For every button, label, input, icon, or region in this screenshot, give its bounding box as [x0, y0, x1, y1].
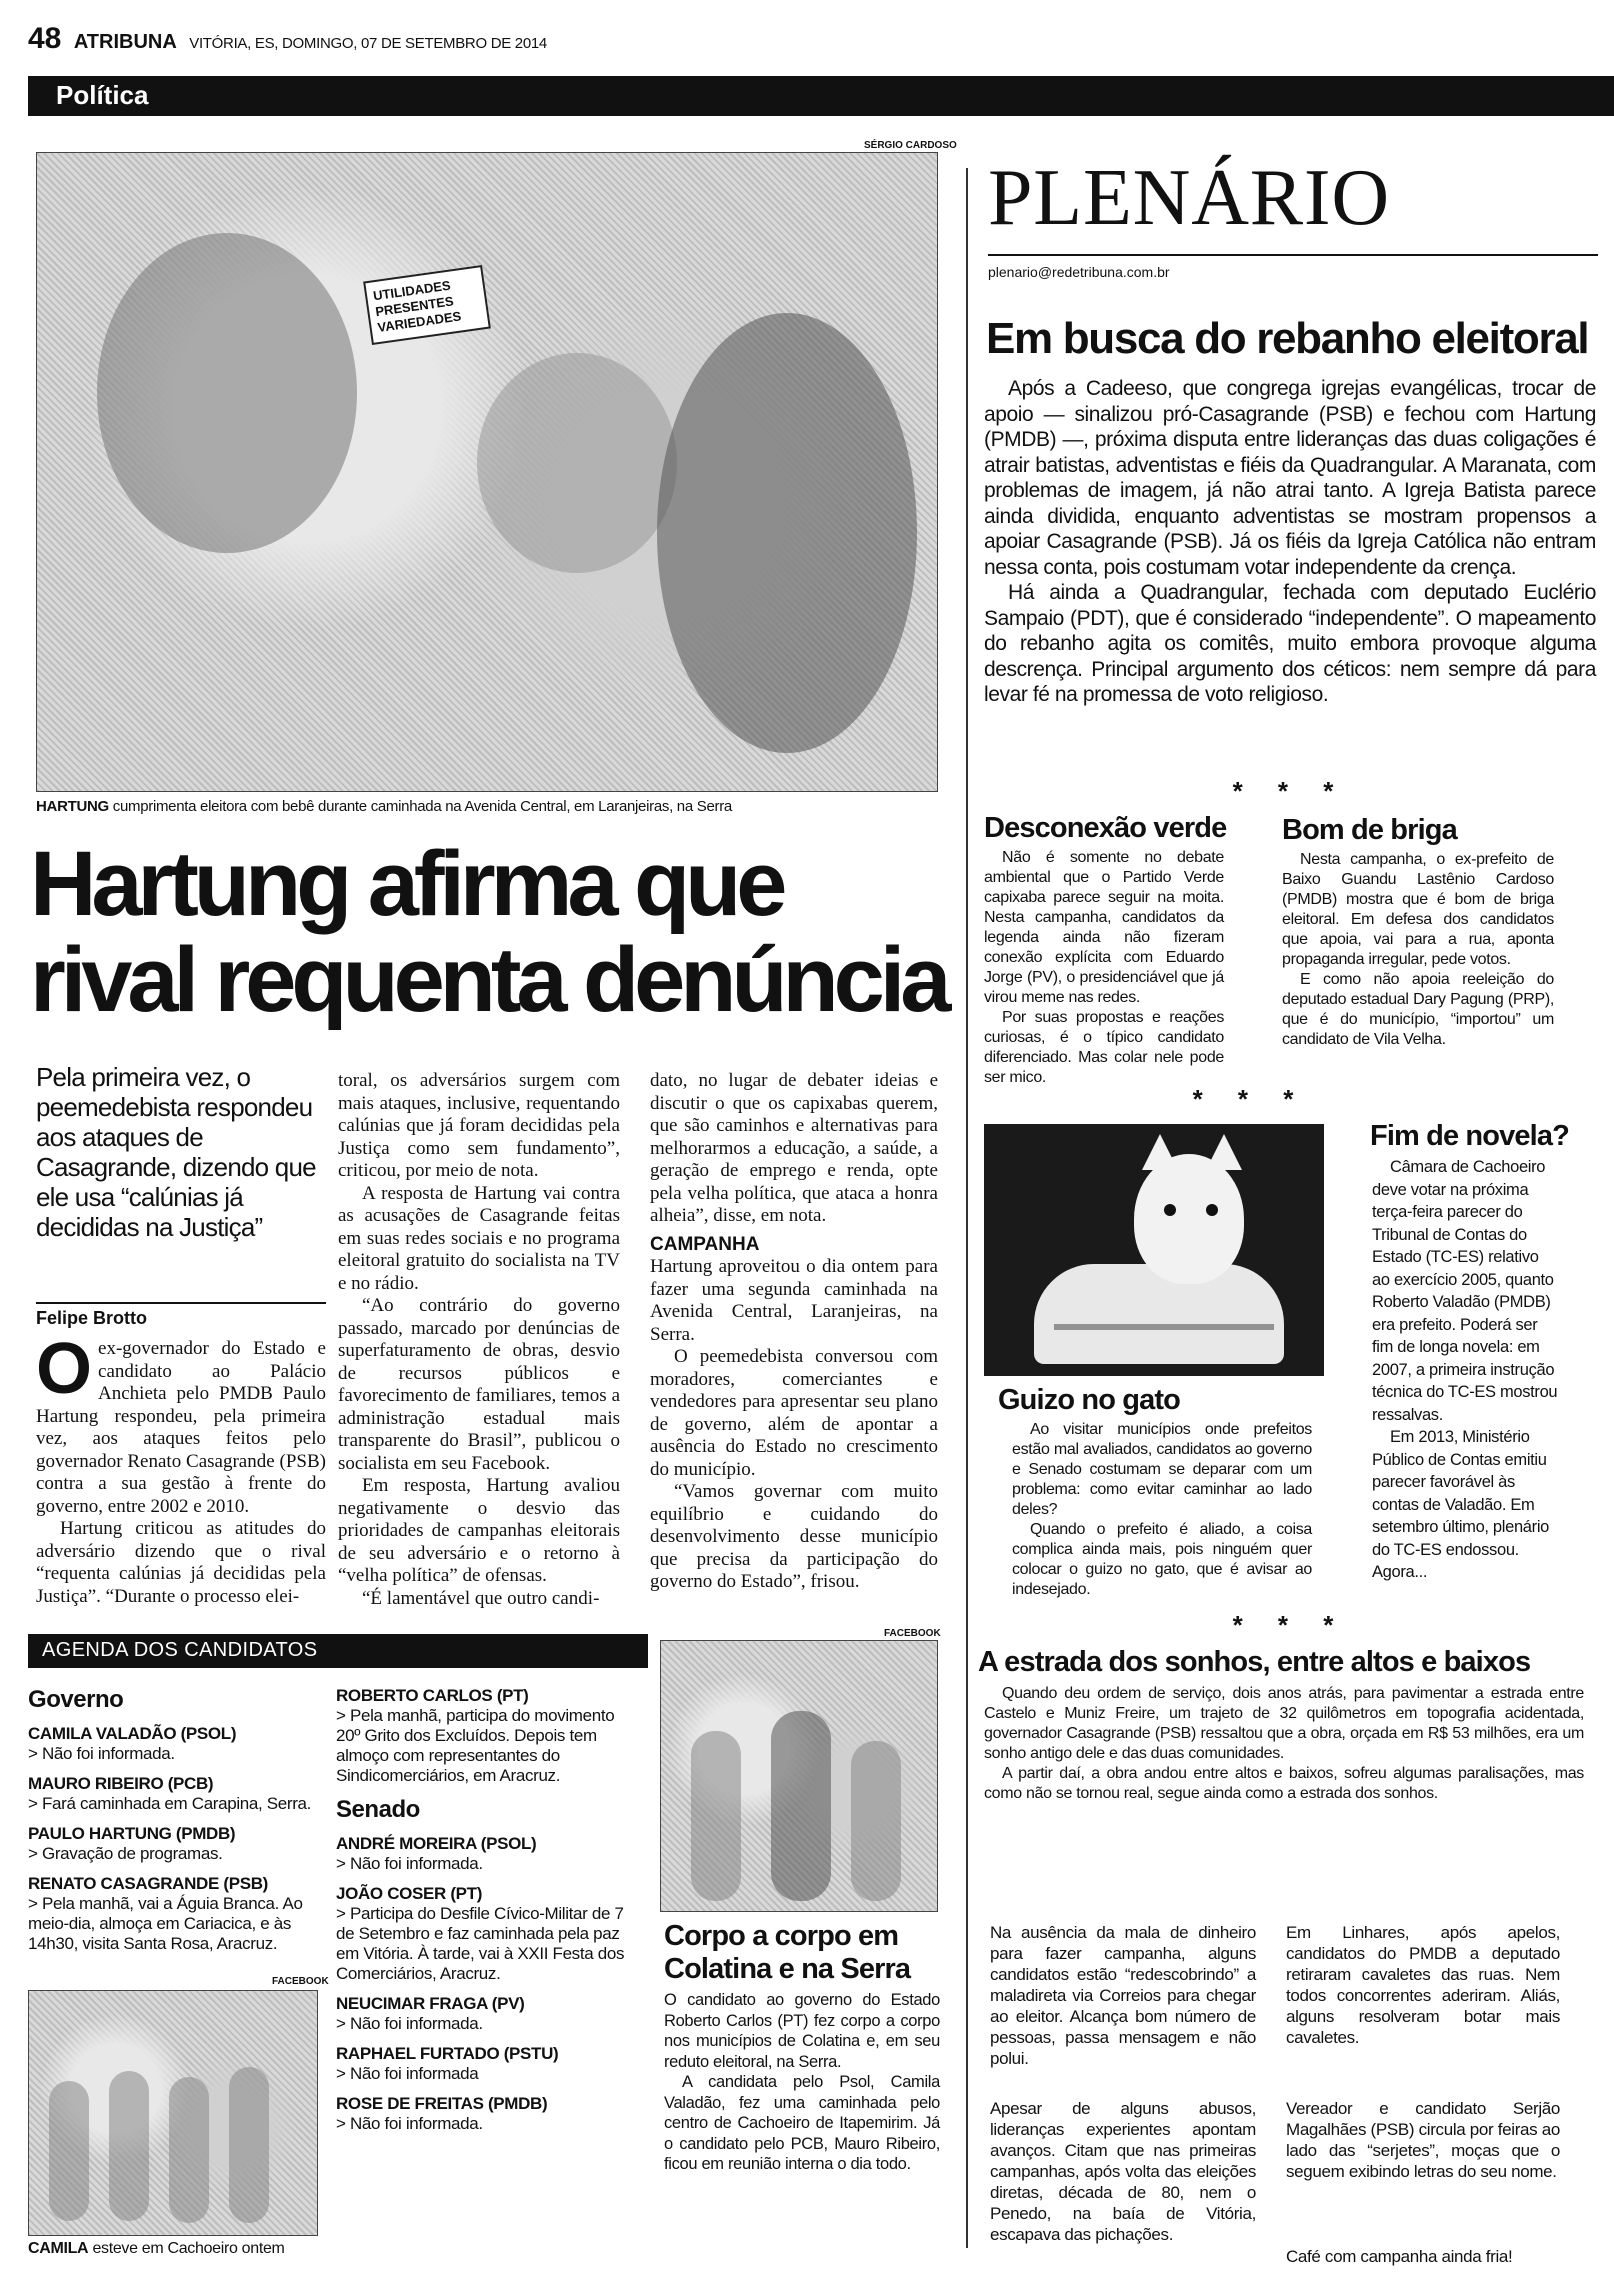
corpo-photo — [660, 1640, 938, 1912]
masthead — [28, 22, 588, 62]
blurb-pichacoes: Apesar de alguns abusos, lideranças experientes apontam avanços. Citam que nas primeiras campanhas, após volta das eleições diretas, década de 80, nem o Penedo, na baía de Vitória, escapava das pichações. — [990, 2099, 1256, 2244]
agenda-item: MAURO RIBEIRO (PCB) > Fará caminhada em Carapina, Serra. — [28, 1774, 312, 1813]
dropcap: O — [36, 1329, 93, 1409]
blurb-cavaletes: Em Linhares, após apelos, candidatos do PMDB a deputado retiraram cavaletes das ruas. Nem todos concorrentes aderiram. Aliás, alguns resolveram botar mais cavaletes. — [1286, 1923, 1560, 2047]
article-col-2 — [338, 1070, 620, 1610]
note-estrada: Quando deu ordem de serviço, dois anos atrás, para pavimentar a estrada entre Castelo e Muniz Freire, um trajeto de 32 quilômetros em topografia acidentada, governador Casagrande (PSB) ressaltou que a obra, orçada em R$ 53 milhões, era um sonho antigo dele e das duas comunidades. A partir daí, a obra andou entre altos e baixos, sofreu algumas paralisações, mas como não se tornou real, segue ainda como a estrada dos sonhos. — [984, 1685, 1584, 1802]
byline: Felipe Brotto — [36, 1302, 326, 1329]
main-headline — [30, 833, 950, 1031]
caption-rest: cumprimenta eleitora com bebê durante caminhada na Avenida Central, em Laranjeiras, na Serra — [112, 798, 732, 815]
headline-line-1: Hartung afirma que — [30, 833, 783, 935]
note-title-guizo: Guizo no gato — [998, 1384, 1180, 1416]
page-number: 48 — [28, 22, 62, 55]
agenda-photo-caption: CAMILA esteve em Cachoeiro ontem — [28, 2240, 285, 2257]
deck: Pela primeira vez, o peemedebista respondeu aos ataques de Casagrande, dizendo que ele usa “calúnias já decididas na Justiça” — [36, 1062, 316, 1242]
agenda-item: RAPHAEL FURTADO (PSTU) > Não foi informada — [336, 2044, 559, 2083]
plenario-lead-title: Em busca do rebanho eleitoral — [986, 314, 1589, 363]
blurb-serjetes: Vereador e candidato Serjão Magalhães (PSB) circula por feiras ao lado das “serjetes”, moças que o seguem exibindo letras do seu nome. — [1286, 2099, 1560, 2181]
col3-p2: Hartung aproveitou o dia ontem para fazer uma segunda caminhada na Avenida Central, Laranjeiras, na Serra. — [650, 1256, 938, 1345]
dateline: VITÓRIA, ES, DOMINGO, 07 DE SETEMBRO DE 2014 — [189, 35, 547, 52]
note-guizo: Ao visitar municípios onde prefeitos estão mal avaliados, candidatos ao governo e Senado costumam se deparar com um problema: como evitar caminhar ao lado deles? Quando o prefeito é aliado, a coisa complica ainda mais, pois ninguém quer colocar o guizo no gato, que é avisar ao indesejado. — [1012, 1421, 1312, 1598]
section-label: Política — [56, 80, 149, 110]
col1-p1: ex-governador do Estado e candidato ao Palácio Anchieta pelo PMDB Paulo Hartung respondeu, pela primeira vez, aos ataques feitos pelo governador Renato Casagrande (PSB) contra a sua gestão à frente do governo, entre 2002 e 2010. — [36, 1338, 326, 1517]
col2-p5: “É lamentável que outro candi- — [362, 1587, 600, 1609]
agenda-item: ROSE DE FREITAS (PMDB) > Não foi informada. — [336, 2094, 548, 2133]
agenda-header: AGENDA DOS CANDIDATOS — [42, 1639, 318, 1661]
agenda-photo-credit: FACEBOOK — [272, 1976, 329, 1987]
main-photo — [36, 152, 938, 792]
note-title-fim-de-novela: Fim de novela? — [1370, 1120, 1569, 1152]
col3-p4: “Vamos governar com muito equilíbrio e cuidando do desenvolvimento desse município que precisa da participação do governo do Estado”, frisou. — [650, 1481, 938, 1592]
agenda-item: JOÃO COSER (PT) > Participa do Desfile Cívico-Militar de 7 de Setembro e faz caminhada pela paz em Vitória. À tarde, vai à XXII Festa dos Comerciários, Aracruz. — [336, 1884, 625, 1983]
article-col-1 — [36, 1329, 326, 1608]
col2-p1: toral, os adversários surgem com mais ataques, inclusive, requentando calúnias que já foram decididas pela Justiça como sem fundamento”, criticou, por meio de nota. — [338, 1070, 620, 1181]
note-title-desconexao: Desconexão verde — [984, 812, 1227, 844]
photo-sign: UTILIDADES PRESENTES VARIEDADES — [363, 265, 491, 345]
blurb-cafe: Café com campanha ainda fria! — [1286, 2247, 1513, 2266]
agenda-item: PAULO HARTUNG (PMDB) > Gravação de programas. — [28, 1824, 236, 1863]
photo-caption — [36, 798, 938, 815]
headline-line-2: rival requenta denúncia — [30, 929, 947, 1031]
note-bom-de-briga: Nesta campanha, o ex-prefeito de Baixo Guandu Lastênio Cardoso (PMDB) mostra que é bom de briga eleitoral. Em defesa dos candidatos que apoia, vai para a rua, aponta propaganda irregular, pede votos. E como não apoia reeleição do deputado estadual Dary Pagung (PRP), que é do município, “importou” um candidato de Vila Velha. — [1282, 851, 1554, 1048]
photo-credit: SÉRGIO CARDOSO — [864, 140, 957, 151]
agenda-item: CAMILA VALADÃO (PSOL) > Não foi informada. — [28, 1724, 237, 1763]
stars-divider: * * * — [1232, 1610, 1348, 1640]
col1-p2: Hartung criticou as atitudes do adversário dizendo que o rival “requenta calúnias já decididas pela Justiça”. “Durante o processo elei- — [36, 1518, 326, 1607]
agenda-header-bar — [28, 1634, 648, 1668]
agenda-item: RENATO CASAGRANDE (PSB) > Pela manhã, vai a Águia Branca. Ao meio-dia, almoça em Cariacica, e às 14h30, visita Santa Rosa, Aracruz. — [28, 1874, 303, 1953]
corpo-p1: O candidato ao governo do Estado Roberto Carlos (PT) fez corpo a corpo nos municípios de Colatina e, em seu reduto eleitoral, na Serra. — [664, 1991, 940, 2071]
col3-p3: O peemedebista conversou com moradores, comerciantes e vendedores para apresentar seu plano de governo, além de apontar a ausência do Estado no crescimento do município. — [650, 1346, 938, 1480]
agenda-item: ANDRÉ MOREIRA (PSOL) > Não foi informada. — [336, 1834, 537, 1873]
agenda-photo — [28, 1990, 318, 2236]
col2-p3: “Ao contrário do governo passado, marcado por denúncias de superfaturamento de obras, desvio de recursos públicos e favorecimento de familiares, temos a administração estadual mais transparente do Brasil”, publicou o socialista em seu Facebook. — [338, 1295, 620, 1474]
section-bar — [28, 76, 1614, 116]
note-title-estrada: A estrada dos sonhos, entre altos e baixos — [978, 1646, 1531, 1678]
note-fim-de-novela: Câmara de Cachoeiro deve votar na próxima terça-feira parecer do Tribunal de Contas do Estado (TC-ES) relativo ao exercício 2005, quanto Roberto Valadão (PMDB) era prefeito. Poderá ser fim de longa novela: em 2007, a primeira instrução técnica do TC-ES mostrou ressalvas. Em 2013, Ministério Público de Contas emitiu parecer favorável às contas de Valadão. Em setembro último, plenário do TC-ES endossou. Agora... — [1372, 1158, 1558, 1581]
col2-p4: Em resposta, Hartung avaliou negativamente o desvio das prioridades de campanhas eleitorais de seu adversário e o retorno à “velha política” de ofensas. — [338, 1475, 620, 1586]
col2-p2: A resposta de Hartung vai contra as acusações de Casagrande feitas em suas redes sociais e no programa eleitoral gratuito do socialista na TV e no rádio. — [338, 1182, 620, 1294]
stars-divider: * * * — [1192, 1084, 1308, 1114]
plenario-divider — [966, 168, 968, 2248]
plenario-lead — [984, 376, 1596, 708]
lead-p2: Há ainda a Quadrangular, fechada com deputado Euclério Sampaio (PDT), que é considerado “independente”. O mapeamento do rebanho agita os comitês, muito embora provoque alguma descrença. Principal argumento dos céticos: nem sempre dá para levar fé na promessa de voto religioso. — [984, 581, 1596, 706]
agenda-item: ROBERTO CARLOS (PT) > Pela manhã, participa do movimento 20º Grito dos Excluídos. Depois tem almoço com representantes do Sindicomerciários, em Aracruz. — [336, 1686, 615, 1785]
note-desconexao: Não é somente no debate ambiental que o Partido Verde capixaba parece seguir na moita. Nesta campanha, candidatos da legenda ainda não fizeram conexão explícita com Eduardo Jorge (PV), o presidenciável que já virou meme nas redes. Por suas propostas e reações curiosas, é o típico candidato diferenciado. Mas colar nele pode ser mico. — [984, 849, 1224, 1086]
corpo-photo-credit: FACEBOOK — [884, 1628, 941, 1639]
blurb-mala-direta: Na ausência da mala de dinheiro para fazer campanha, alguns candidatos estão “redescobrindo” a maladireta via Correios para chegar ao eleitor. Alcança bom número de pessoas, passa mensagem e não polui. — [990, 1923, 1256, 2068]
plenario-title: PLENÁRIO — [988, 154, 1390, 242]
corpo-headline: Corpo a corpo em Colatina e na Serra — [664, 1920, 911, 1985]
plenario-email: plenario@redetribuna.com.br — [988, 264, 1170, 280]
cat-illustration — [984, 1124, 1324, 1376]
agenda-senado-label: Senado — [336, 1796, 420, 1823]
agenda-col-1 — [28, 1676, 318, 1954]
agenda-item: NEUCIMAR FRAGA (PV) > Não foi informada. — [336, 1994, 525, 2033]
paper-name: ATRIBUNA — [73, 31, 177, 53]
col3-p1: dato, no lugar de debater ideias e discutir o que os capixabas querem, que são caminhos e alternativas para melhorarmos a educação, a saúde, a geração de emprego e renda, opte pela velha política, que ataca a honra alheia”, disse, em nota. — [650, 1070, 938, 1226]
lead-p1: Após a Cadeeso, que congrega igrejas evangélicas, trocar de apoio — sinalizou pró-Casagrande (PSB) e fechou com Hartung (PMDB) —, próxima disputa entre lideranças das duas coligações é atrair batistas, adventistas e fiéis da Quadrangular. A Maranata, com problemas de imagem, já não atrai tanto. A Igreja Batista parece ainda dividida, enquanto adventistas se mostram propensos a apoiar Casagrande (PSB). Já os fiéis da Igreja Católica não entram nessa conta, pois costumam votar independente da crença. — [984, 377, 1596, 579]
note-title-bom-de-briga: Bom de briga — [1282, 814, 1457, 846]
agenda-governo-label: Governo — [28, 1686, 124, 1713]
agenda-col-2 — [336, 1676, 636, 2134]
col3-subhead: CAMPANHA — [650, 1233, 760, 1255]
caption-lead: HARTUNG — [36, 798, 109, 815]
article-col-3 — [650, 1070, 938, 1594]
corpo-p2: A candidata pelo Psol, Camila Valadão, fez uma caminhada pelo centro de Cachoeiro de Itapemirim. Já o candidato pelo PCB, Mauro Ribeiro, ficou em reunião interna o dia todo. — [664, 2073, 940, 2173]
plenario-rule — [988, 254, 1598, 256]
corpo-body — [664, 1990, 940, 2175]
stars-divider: * * * — [1232, 776, 1348, 806]
